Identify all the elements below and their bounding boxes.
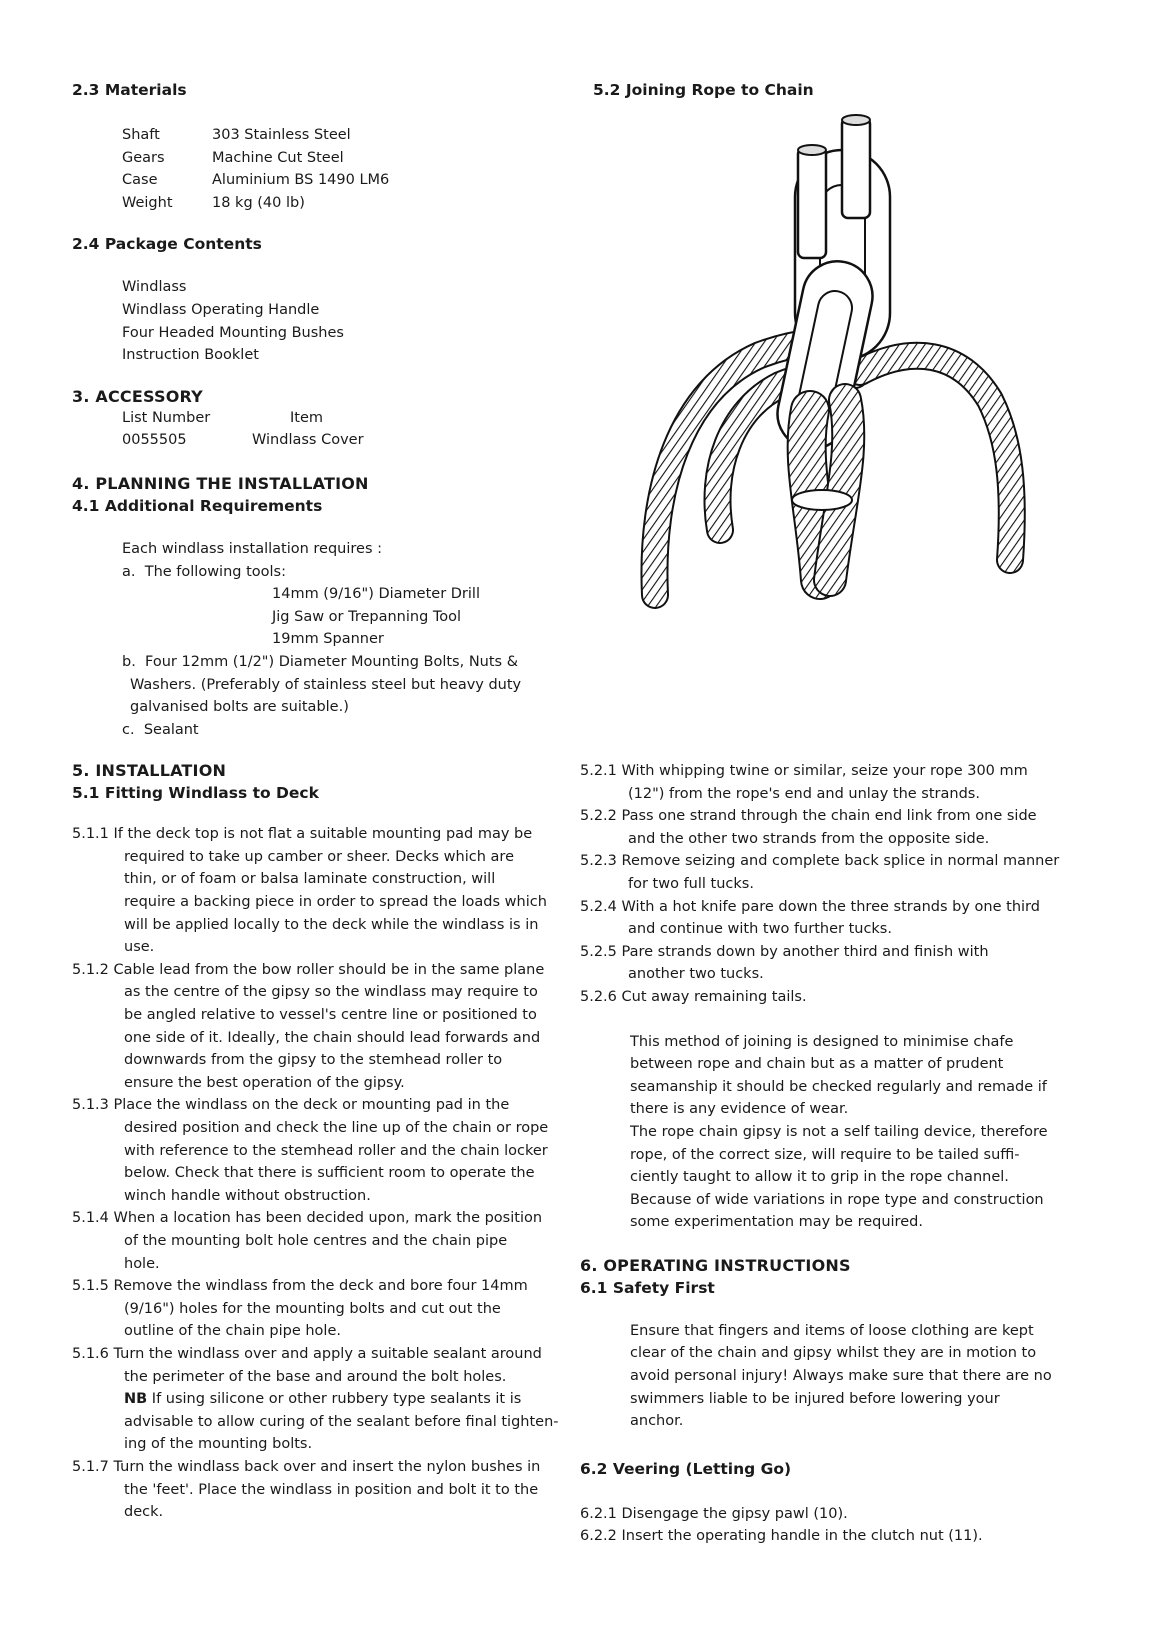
step-first-line (72, 1094, 582, 1117)
step-text: (9/16") holes for the mounting bolts and cut out the (124, 1300, 501, 1317)
step-text: With whipping twine or similar, seize your rope 300 mm (621, 763, 1028, 779)
step-text: Remove the windlass from the deck and bore four 14mm (113, 1278, 528, 1295)
joining-heading: 5.2 Joining Rope to Chain (593, 81, 814, 99)
tool-item: Jig Saw or Trepanning Tool (272, 608, 462, 625)
veering-step: 6.2.1 Disengage the gipsy pawl (10). (580, 1505, 848, 1522)
planning-heading: 4. PLANNING THE INSTALLATION (72, 473, 369, 493)
step-text: require a backing piece in order to spread the loads which (124, 894, 547, 911)
accessory-item: Windlass Cover (252, 432, 364, 449)
veering-step: 6.2.2 Insert the operating handle in the clutch nut (11). (580, 1528, 983, 1545)
accessory-number: 0055505 (122, 432, 187, 449)
requirement-c-label: c. (122, 721, 135, 738)
material-value: Aluminium BS 1490 LM6 (212, 172, 390, 189)
step-text: downwards from the gipsy to the stemhead roller to (124, 1052, 503, 1069)
left-column (72, 80, 582, 1524)
step-text: of the mounting bolt hole centres and the chain pipe (124, 1232, 508, 1249)
step-5-1-3 (72, 1094, 582, 1207)
right-column (593, 80, 1113, 100)
step-5-1-1 (72, 823, 582, 959)
safety-heading: 6.1 Safety First (580, 1278, 715, 1297)
step-number: 5.2.2 (580, 808, 617, 825)
nb-text: ing of the mounting bolts. (124, 1436, 313, 1453)
nb-text: If using silicone or other rubbery type sealants it is (151, 1391, 522, 1408)
step-first-line (580, 941, 1120, 964)
step-text: with reference to the stemhead roller and the chain locker (124, 1142, 548, 1159)
step-number: 5.1.1 (72, 826, 109, 843)
requirement-a (72, 561, 582, 584)
step-text: Place the windlass on the deck or mounting pad in the (113, 1097, 510, 1114)
step-text: desired position and check the line up of the chain or rope (124, 1120, 549, 1136)
material-label: Gears (122, 149, 165, 166)
requirements-list (72, 538, 582, 741)
step-first-line (72, 1456, 582, 1479)
safety-line: Ensure that fingers and items of loose clothing are kept (630, 1322, 1034, 1339)
step-text: outline of the chain pipe hole. (124, 1323, 341, 1340)
step-text: Pare strands down by another third and finish with (621, 943, 989, 960)
step-5-2-4 (580, 896, 1120, 941)
step-5-1-6 (72, 1343, 582, 1456)
step-text: and continue with two further tucks. (628, 921, 892, 938)
step-number: 5.2.3 (580, 853, 617, 870)
material-label: Shaft (122, 127, 160, 143)
step-text: Remove seizing and complete back splice in normal manner (621, 853, 1060, 870)
step-5-1-2 (72, 959, 582, 1095)
note-line: The rope chain gipsy is not a self tailing device, therefore (630, 1123, 1048, 1140)
step-text: for two full tucks. (628, 875, 754, 892)
step-text: below. Check that there is sufficient room to operate the (124, 1165, 535, 1182)
installation-heading: 5. INSTALLATION (72, 761, 227, 781)
step-first-line (72, 1275, 582, 1298)
step-number: 5.2.4 (580, 898, 617, 915)
note-line: some experimentation may be required. (630, 1214, 923, 1231)
note-line: rope, of the correct size, will require to be tailed suffi- (630, 1146, 1020, 1163)
requirement-c (72, 719, 582, 742)
step-text: hole. (124, 1255, 160, 1272)
step-text: Turn the windlass back over and insert the nylon bushes in (113, 1458, 541, 1475)
accessory-col-list: List Number (122, 409, 211, 426)
requirement-c-text: Sealant (143, 721, 199, 738)
step-first-line (580, 760, 1120, 783)
step-5-2-2 (580, 805, 1120, 850)
requirement-b-line: Four 12mm (1/2") Diameter Mounting Bolts, Nuts & (145, 653, 519, 670)
material-value: 18 kg (40 lb) (212, 194, 305, 211)
step-first-line (72, 1207, 582, 1230)
step-text: If the deck top is not flat a suitable mounting pad may be (113, 826, 533, 843)
materials-heading: 2.3 Materials (72, 81, 187, 99)
step-text: use. (124, 939, 155, 956)
step-5-2-6 (580, 986, 1120, 1009)
note-line: there is any evidence of wear. (630, 1101, 849, 1118)
safety-line: avoid personal injury! Always make sure that there are no (630, 1368, 1052, 1385)
rope-splice-body (792, 400, 852, 580)
step-5-2-1 (580, 760, 1120, 805)
requirement-a-label: a. (122, 563, 136, 580)
step-text: the perimeter of the base and around the bolt holes. (124, 1368, 507, 1385)
step-number: 5.1.7 (72, 1458, 109, 1475)
step-5-1-7 (72, 1456, 582, 1524)
step-text: With a hot knife pare down the three strands by one third (621, 898, 1040, 915)
step-text: Cable lead from the bow roller should be in the same plane (113, 961, 545, 978)
step-5-1-5 (72, 1275, 582, 1343)
step-number: 5.1.3 (72, 1097, 109, 1114)
materials-table (72, 124, 582, 214)
note-line: between rope and chain but as a matter of prudent (630, 1056, 1004, 1073)
rope-strand-right (860, 356, 1012, 560)
note-line: Because of wide variations in rope type and construction (630, 1191, 1044, 1208)
step-5-2-3 (580, 850, 1120, 895)
accessory-table (72, 407, 582, 452)
joining-steps (580, 760, 1120, 1548)
safety-line: clear of the chain and gipsy whilst they are in motion to (630, 1345, 1037, 1362)
step-first-line (72, 1343, 582, 1366)
accessory-col-item: Item (290, 409, 324, 426)
step-text: (12") from the rope's end and unlay the strands. (628, 785, 980, 802)
step-number: 5.2.6 (580, 988, 617, 1005)
rope-to-chain-splice-illustration (610, 110, 1030, 620)
package-item: Windlass Operating Handle (122, 301, 320, 318)
accessory-heading: 3. ACCESSORY (72, 386, 203, 406)
joining-note (580, 1031, 1120, 1234)
nb-text: advisable to allow curing of the sealant before final tighten- (124, 1413, 559, 1430)
step-text: When a location has been decided upon, mark the position (113, 1210, 543, 1227)
safety-text (580, 1320, 1120, 1433)
step-text: and the other two strands from the opposite side. (628, 830, 990, 847)
step-text: thin, or of foam or balsa laminate construction, will (124, 871, 496, 888)
step-text: Turn the windlass over and apply a suitable sealant around (113, 1345, 542, 1362)
material-label: Weight (122, 194, 173, 211)
step-5-2-5 (580, 941, 1120, 986)
requirements-intro: Each windlass installation requires : (122, 540, 383, 557)
step-first-line (580, 850, 1120, 873)
step-text: required to take up camber or sheer. Decks which are (124, 848, 514, 865)
step-number: 5.1.2 (72, 961, 109, 978)
safety-line: swimmers liable to be injured before lowering your (630, 1390, 1000, 1407)
step-text: as the centre of the gipsy so the windlass may require to (124, 984, 538, 1001)
nb-note (124, 1388, 582, 1411)
requirements-heading: 4.1 Additional Requirements (72, 496, 323, 515)
step-number: 5.2.1 (580, 763, 617, 779)
step-5-1-4 (72, 1207, 582, 1275)
requirement-b (72, 651, 582, 674)
material-label: Case (122, 172, 158, 189)
step-first-line (72, 959, 582, 982)
operating-heading: 6. OPERATING INSTRUCTIONS (580, 1255, 851, 1275)
requirement-b-label: b. (122, 653, 136, 670)
step-text: one side of it. Ideally, the chain should lead forwards and (124, 1029, 541, 1046)
step-number: 5.2.5 (580, 943, 617, 960)
requirement-b-line: Washers. (Preferably of stainless steel but heavy duty (130, 676, 522, 693)
step-first-line (72, 823, 582, 846)
step-text: deck. (124, 1504, 164, 1521)
step-text: Pass one strand through the chain end link from one side (621, 808, 1037, 825)
step-first-line (580, 896, 1120, 919)
step-first-line (580, 986, 1120, 1009)
veering-heading: 6.2 Veering (Letting Go) (580, 1459, 792, 1478)
step-text: ensure the best operation of the gipsy. (124, 1074, 405, 1091)
tool-item: 19mm Spanner (272, 631, 384, 648)
requirement-a-text: The following tools: (144, 563, 286, 580)
step-number: 5.1.4 (72, 1210, 109, 1227)
note-line: This method of joining is designed to minimise chafe (630, 1033, 1014, 1050)
step-text: will be applied locally to the deck while the windlass is in (124, 916, 539, 933)
package-list (72, 276, 582, 366)
fitting-heading: 5.1 Fitting Windlass to Deck (72, 784, 319, 803)
step-text: another two tucks. (628, 966, 764, 983)
package-item: Windlass (122, 279, 187, 296)
material-value: Machine Cut Steel (212, 149, 344, 166)
requirement-b-line: galvanised bolts are suitable.) (130, 699, 349, 716)
step-number: 5.1.5 (72, 1278, 109, 1295)
step-text: be angled relative to vessel's centre line or positioned to (124, 1007, 537, 1024)
note-line: ciently taught to allow it to grip in the rope channel. (630, 1169, 1009, 1186)
package-item: Instruction Booklet (122, 347, 259, 364)
tool-item: 14mm (9/16") Diameter Drill (272, 586, 480, 603)
step-text: winch handle without obstruction. (124, 1187, 371, 1204)
package-item: Four Headed Mounting Bushes (122, 324, 344, 341)
step-text: Cut away remaining tails. (621, 988, 807, 1005)
nb-label: NB (124, 1391, 148, 1408)
step-text: the 'feet'. Place the windlass in position and bolt it to the (124, 1481, 539, 1498)
package-heading: 2.4 Package Contents (72, 235, 262, 254)
installation-steps (72, 823, 582, 1523)
veering-steps (580, 1503, 1120, 1548)
step-number: 5.1.6 (72, 1345, 109, 1362)
material-value: 303 Stainless Steel (212, 127, 351, 143)
note-line: seamanship it should be checked regularly and remade if (630, 1078, 1047, 1095)
step-first-line (580, 805, 1120, 828)
safety-line: anchor. (630, 1413, 684, 1430)
